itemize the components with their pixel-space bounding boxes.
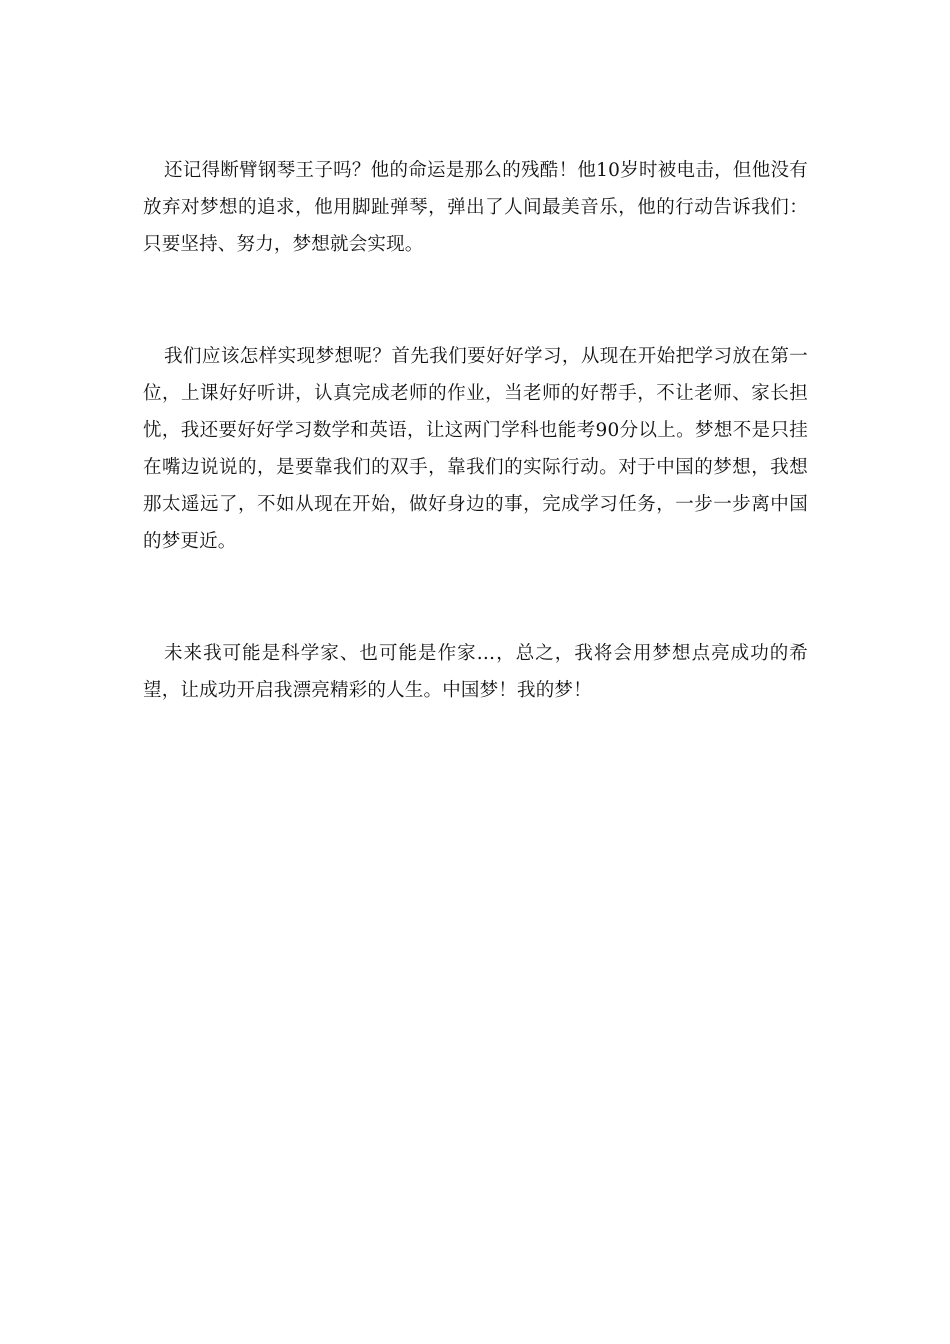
document-body xyxy=(143,152,808,709)
paragraph-piano-prince: 还记得断臂钢琴王子吗？他的命运是那么的残酷！他10岁时被电击，但他没有放弃对梦想的追求，他用脚趾弹琴，弹出了人间最美音乐，他的行动告诉我们：只要坚持、努力，梦想就会实现。 xyxy=(143,160,808,255)
paragraph-how-to-achieve-dream: 我们应该怎样实现梦想呢？首先我们要好好学习，从现在开始把学习放在第一位，上课好好听讲，认真完成老师的作业，当老师的好帮手，不让老师、家长担忧，我还要好好学习数学和英语，让这两门学科也能考90分以上。梦想不是只挂在嘴边说说的，是要靠我们的双手，靠我们的实际行动。对于中国的梦想，我想那太遥远了，不如从现在开始，做好身边的事，完成学习任务，一步一步离中国的梦更近。 xyxy=(143,346,808,552)
paragraph-future-dream: 未来我可能是科学家、也可能是作家…，总之，我将会用梦想点亮成功的希望，让成功开启我漂亮精彩的人生。中国梦！我的梦！ xyxy=(143,643,808,701)
